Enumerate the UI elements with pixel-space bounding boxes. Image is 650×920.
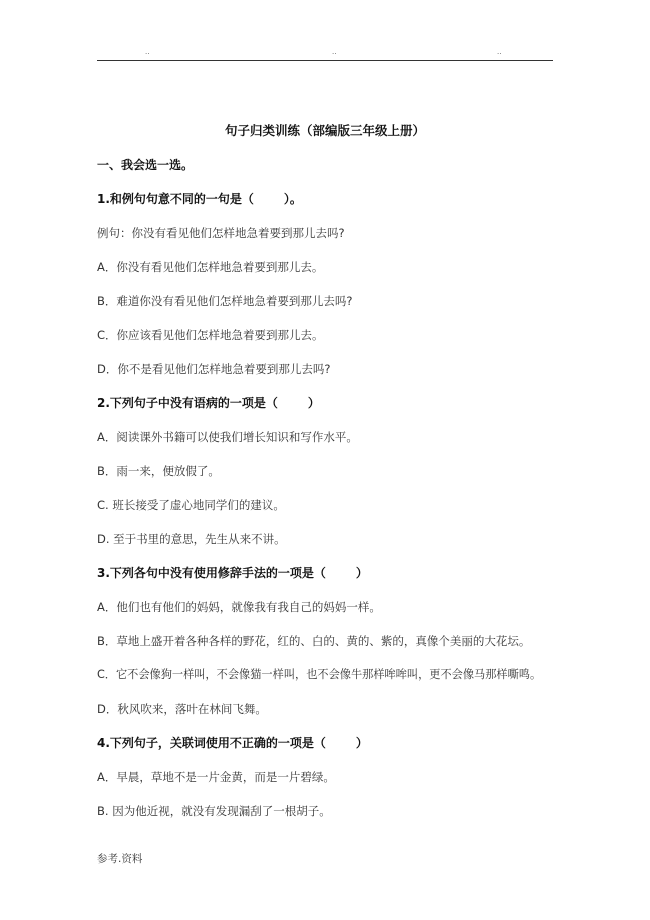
question-2-option-a: A．阅读课外书籍可以使我们增长知识和写作水平。 xyxy=(97,430,358,444)
question-1-example: 例句：你没有看见他们怎样地急着要到那儿去吗? xyxy=(97,226,345,240)
question-3-stem-before: 3.下列各句中没有使用修辞手法的一项是（ xyxy=(97,566,326,580)
question-1-stem xyxy=(97,191,302,207)
question-3-option-a: A．他们也有他们的妈妈，就像我有我自己的妈妈一样。 xyxy=(97,600,381,614)
question-2-stem-before: 2.下列句子中没有语病的一项是（ xyxy=(97,396,278,410)
question-4-stem-before: 4.下列句子，关联词使用不正确的一项是（ xyxy=(97,736,326,750)
question-1-option-c: C．你应该看见他们怎样地急着要到那儿去。 xyxy=(97,328,324,342)
question-3-option-d: D．秋风吹来，落叶在林间飞舞。 xyxy=(97,702,267,716)
page-header xyxy=(0,48,650,58)
question-1-option-b: B．难道你没有看见他们怎样地急着要到那儿去吗? xyxy=(97,294,353,308)
document-title: 句子归类训练（部编版三年级上册） xyxy=(224,123,425,138)
section-heading: 一、我会选一选。 xyxy=(97,158,194,172)
question-4-stem xyxy=(97,735,368,751)
question-4-stem-after: ） xyxy=(355,736,368,750)
question-2-stem-after: ） xyxy=(307,396,320,410)
question-3-option-b: B．草地上盛开着各种各样的野花，红的、白的、黄的、紫的，真像个美丽的大花坛。 xyxy=(97,634,531,648)
question-2-stem xyxy=(97,395,320,411)
question-1-stem-after: ）。 xyxy=(283,192,302,206)
header-mark-center: .. xyxy=(332,48,337,56)
question-3-option-c: C．它不会像狗一样叫，不会像猫一样叫，也不会像牛那样哞哞叫，更不会像马那样嘶鸣。 xyxy=(97,668,542,681)
question-4-option-b: B. 因为他近视，就没有发现漏刮了一根胡子。 xyxy=(97,804,331,818)
header-mark-right: .. xyxy=(497,48,502,56)
question-4-option-a: A．早晨，草地不是一片金黄，而是一片碧绿。 xyxy=(97,770,335,784)
header-mark-left: .. xyxy=(145,48,150,56)
question-2-option-d: D. 至于书里的意思，先生从来不讲。 xyxy=(97,532,286,546)
question-1-option-d: D．你不是看见他们怎样地急着要到那儿去吗? xyxy=(97,362,331,376)
question-1-stem-before: 1.和例句句意不同的一句是（ xyxy=(97,192,254,206)
question-2-option-c: C. 班长接受了虚心地同学们的建议。 xyxy=(97,498,285,512)
question-2-option-b: B．雨一来，便放假了。 xyxy=(97,464,220,478)
header-rule xyxy=(97,60,553,61)
question-3-stem xyxy=(97,565,368,581)
question-1-option-a: A．你没有看见他们怎样地急着要到那儿去。 xyxy=(97,260,324,274)
page-footer: 参考.资料 xyxy=(97,853,143,865)
question-3-stem-after: ） xyxy=(355,566,368,580)
